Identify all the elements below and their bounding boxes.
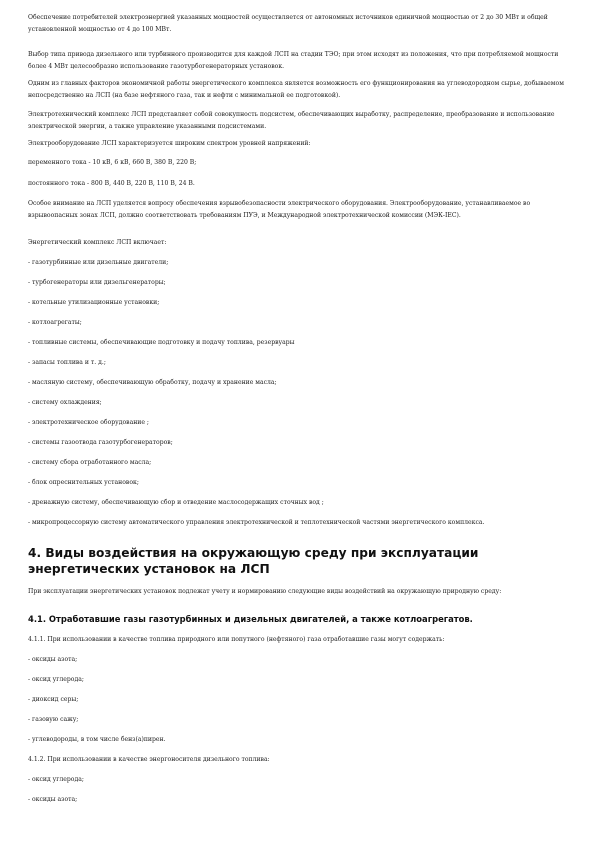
list-item: - системы газоотвода газотурбогенераторов; bbox=[28, 439, 173, 446]
list-item: - диоксид серы; bbox=[28, 696, 79, 703]
list-item: - систему сбора отработанного масла; bbox=[28, 459, 152, 466]
paragraph-drive-selection: Выбор типа привода дизельного или турбинного производится для каждой ЛСП на стадии ТЭО; при этом исходят из положения, что при потребляемой мощности более 4 МВт целесообразно использование газотурбогенераторных установок. bbox=[28, 51, 559, 70]
paragraph-ac-voltages: переменного тока - 10 кВ, 6 кВ, 660 В, 380 В, 220 В; bbox=[28, 159, 197, 166]
list-item: - углеводороды, в том числе бенз(а)пирен. bbox=[28, 736, 166, 743]
paragraph-impact-types: При эксплуатации энергетических установок подлежат учету и нормированию следующие виды воздействий на окружающую природную среду: bbox=[28, 588, 502, 595]
paragraph-economic-factors: Одним из главных факторов экономичной работы энергетического комплекса является возможность его функционирования на углеводородном сырье, добываемом непосредственно на ЛСП (на базе нефтяного газа, так и нефти с минимальной ее подготовкой). bbox=[28, 80, 564, 99]
paragraph-dc-voltages: постоянного тока - 800 В, 440 В, 220 В, 110 В, 24 В. bbox=[28, 180, 195, 187]
list-item: - оксиды азота; bbox=[28, 796, 78, 803]
paragraph-electrotechnical-complex: Электротехнический комплекс ЛСП представляет собой совокупность подсистем, обеспечивающих выработку, распределение, преобразование и использование электрической энергии, а также управление указанными подсистемами. bbox=[28, 111, 555, 130]
list-item: - газотурбинные или дизельные двигатели; bbox=[28, 259, 169, 266]
paragraph-voltage-levels: Электрооборудование ЛСП характеризуется широким спектром уровней напряжений: bbox=[28, 140, 311, 147]
list-item: - масляную систему, обеспечивающую обработку, подачу и хранение масла; bbox=[28, 379, 277, 386]
paragraph-complex-includes: Энергетический комплекс ЛСП включает: bbox=[28, 239, 167, 246]
list-item: - котлоагрегаты; bbox=[28, 319, 82, 326]
list-item: - газовую сажу; bbox=[28, 716, 79, 723]
list-item: - микропроцессорную систему автоматического управления электротехнической и теплотехнической частями энергетического комплекса. bbox=[28, 519, 485, 526]
paragraph-diesel-fuel: 4.1.2. При использовании в качестве энергоносителя дизельного топлива: bbox=[28, 756, 270, 763]
list-item: - оксид углерода; bbox=[28, 776, 84, 783]
paragraph-power-supply: Обеспечение потребителей электроэнергией указанных мощностей осуществляется от автономных источников единичной мощностью от 2 до 30 МВт и общей установленной мощностью от 4 до 100 МВт. bbox=[28, 14, 548, 33]
list-item: - оксиды азота; bbox=[28, 656, 78, 663]
subsection-heading: 4.1. Отработавшие газы газотурбинных и дизельных двигателей, а также котлоагрегатов. bbox=[28, 614, 473, 624]
list-item: - котельные утилизационные установки; bbox=[28, 299, 160, 306]
list-item: - запасы топлива и т. д.; bbox=[28, 359, 106, 366]
list-item: - турбогенераторы или дизельгенераторы; bbox=[28, 279, 166, 286]
list-item: - систему охлаждения; bbox=[28, 399, 102, 406]
list-item: - оксид углерода; bbox=[28, 676, 84, 683]
list-item: - электротехническое оборудование ; bbox=[28, 419, 149, 426]
list-item: - топливные системы, обеспечивающие подготовку и подачу топлива, резервуары bbox=[28, 339, 295, 346]
paragraph-explosion-safety: Особое внимание на ЛСП уделяется вопросу обеспечения взрывобезопасности электрического оборудования. Электрооборудование, устанавливаемое во взрывоопасных зонах ЛСП, должно соответствовать требованиям ПУЭ, и Международной электротехнической комиссии (МЭК-IEC). bbox=[28, 200, 531, 219]
list-item: - дренажную систему, обеспечивающую сбор и отведение маслосодержащих сточных вод ; bbox=[28, 499, 324, 506]
section-heading: 4. Виды воздействия на окружающую среду при эксплуатации энергетических установок на ЛСП bbox=[28, 546, 479, 576]
paragraph-gas-fuel: 4.1.1. При использовании в качестве топлива природного или попутного (нефтяного) газа отработавшие газы могут содержать: bbox=[28, 636, 445, 643]
list-item: - блок опреснительных установок; bbox=[28, 479, 139, 486]
